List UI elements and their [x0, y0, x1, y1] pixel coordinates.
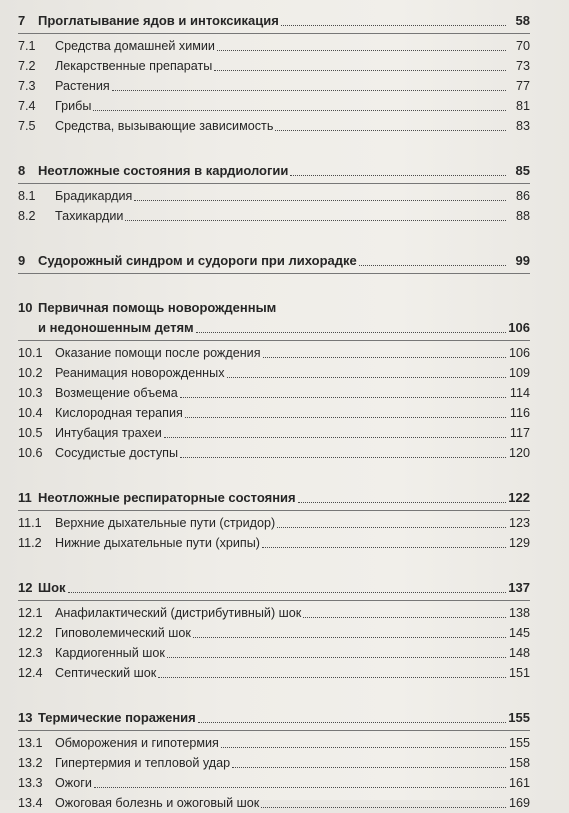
leader-dots — [303, 617, 506, 618]
page-number: 58 — [515, 13, 530, 28]
page-number: 129 — [508, 536, 530, 550]
leader-dots — [125, 220, 506, 221]
section-title: Анафилактический (дистрибутивный) шок — [55, 606, 302, 620]
chapter-8 — [18, 160, 530, 226]
section-number: 12.4 — [18, 666, 43, 680]
toc-entry[interactable] — [18, 56, 530, 76]
chapter-heading[interactable] — [18, 10, 530, 31]
section-title: Ожоговая болезнь и ожоговый шок — [55, 796, 260, 810]
section-number: 8.1 — [18, 189, 36, 203]
page-number: 123 — [508, 516, 530, 530]
toc-entry[interactable] — [18, 643, 530, 663]
leader-dots — [281, 25, 506, 26]
leader-dots — [164, 437, 506, 438]
page-number: 70 — [515, 39, 530, 53]
chapter-heading[interactable] — [18, 487, 530, 508]
leader-dots — [221, 747, 506, 748]
section-title: Возмещение объема — [55, 386, 178, 400]
leader-dots — [277, 527, 506, 528]
page-number: 122 — [508, 490, 530, 505]
toc-entry[interactable] — [18, 96, 530, 116]
toc-entry[interactable] — [18, 363, 530, 383]
section-number: 7.4 — [18, 99, 36, 113]
chapter-title: Первичная помощь новорожденным — [38, 300, 277, 315]
chapter-title: Шок — [38, 580, 66, 595]
toc-entry[interactable] — [18, 36, 530, 56]
section-number: 10.6 — [18, 446, 43, 460]
leader-dots — [158, 677, 506, 678]
section-number: 10.2 — [18, 366, 43, 380]
leader-dots — [227, 377, 507, 378]
chapter-rule — [18, 600, 530, 601]
section-number: 12.1 — [18, 606, 43, 620]
leader-dots — [290, 175, 506, 176]
page-number: 148 — [508, 646, 530, 660]
section-number: 10.5 — [18, 426, 43, 440]
page-number: 137 — [508, 580, 530, 595]
section-number: 7.1 — [18, 39, 36, 53]
leader-dots — [232, 767, 506, 768]
toc-entry[interactable] — [18, 383, 530, 403]
page-number: 85 — [515, 163, 530, 178]
leader-dots — [193, 637, 506, 638]
section-number: 11.1 — [18, 516, 42, 530]
chapter-title: Термические поражения — [38, 710, 196, 725]
leader-dots — [262, 547, 506, 548]
chapter-number: 7 — [18, 13, 26, 28]
leader-dots — [275, 130, 506, 131]
section-title: Обморожения и гипотермия — [55, 736, 219, 750]
section-number: 7.5 — [18, 119, 36, 133]
toc-entry[interactable] — [18, 753, 530, 773]
chapter-number: 10 — [18, 300, 33, 315]
chapter-rule — [18, 33, 530, 34]
section-number: 8.2 — [18, 209, 36, 223]
toc-entry[interactable] — [18, 533, 530, 553]
page-number: 81 — [515, 99, 530, 113]
leader-dots — [68, 592, 506, 593]
section-number: 13.1 — [18, 736, 43, 750]
page-number: 120 — [508, 446, 530, 460]
page-number: 138 — [508, 606, 530, 620]
section-title: Гипертермия и тепловой удар — [55, 756, 231, 770]
section-number: 10.4 — [18, 406, 43, 420]
chapter-heading-line-1 — [18, 298, 530, 317]
page-number: 77 — [515, 79, 530, 93]
leader-dots — [180, 457, 506, 458]
toc-entry[interactable] — [18, 663, 530, 683]
section-number: 13.4 — [18, 796, 43, 810]
section-number: 10.3 — [18, 386, 43, 400]
page-number: 99 — [515, 253, 530, 268]
leader-dots — [214, 70, 506, 71]
chapter-number: 8 — [18, 163, 26, 178]
toc-entry[interactable] — [18, 513, 530, 533]
section-title: Реанимация новорожденных — [55, 366, 225, 380]
section-number: 7.3 — [18, 79, 36, 93]
chapter-number: 9 — [18, 253, 26, 268]
section-title: Септический шок — [55, 666, 157, 680]
leader-dots — [198, 722, 506, 723]
page-number: 169 — [508, 796, 530, 810]
section-number: 10.1 — [18, 346, 43, 360]
chapter-title-continued: и недоношенным детям — [38, 320, 194, 335]
section-title: Интубация трахеи — [55, 426, 162, 440]
page-number: 114 — [509, 386, 530, 400]
leader-dots — [112, 90, 506, 91]
section-number: 12.3 — [18, 646, 43, 660]
page-number: 86 — [515, 189, 530, 203]
toc-entry[interactable] — [18, 206, 530, 226]
toc-entry[interactable] — [18, 403, 530, 423]
toc-entry[interactable] — [18, 186, 530, 206]
chapter-number: 13 — [18, 710, 33, 725]
section-title: Средства, вызывающие зависимость — [55, 119, 274, 133]
page-number: 161 — [508, 776, 530, 790]
section-title: Сосудистые доступы — [55, 446, 179, 460]
chapter-10 — [18, 298, 530, 463]
section-number: 13.3 — [18, 776, 43, 790]
leader-dots — [263, 357, 506, 358]
leader-dots — [359, 265, 506, 266]
chapter-rule — [18, 340, 530, 341]
section-title: Верхние дыхательные пути (стридор) — [55, 516, 276, 530]
toc-entry[interactable] — [18, 793, 530, 813]
toc-entry[interactable] — [18, 76, 530, 96]
chapter-9 — [18, 250, 530, 274]
section-number: 7.2 — [18, 59, 36, 73]
chapter-heading[interactable] — [18, 160, 530, 181]
toc-entry[interactable] — [18, 733, 530, 753]
section-title: Нижние дыхательные пути (хрипы) — [55, 536, 260, 550]
toc-entry[interactable] — [18, 773, 530, 793]
leader-dots — [134, 200, 506, 201]
chapter-rule — [18, 510, 530, 511]
page-number: 151 — [508, 666, 530, 680]
page-number: 83 — [515, 119, 530, 133]
section-title: Брадикардия — [55, 189, 133, 203]
toc-entry[interactable] — [18, 116, 530, 136]
chapter-rule — [18, 273, 530, 274]
table-of-contents — [0, 10, 530, 813]
leader-dots — [93, 110, 506, 111]
page-number: 73 — [515, 59, 530, 73]
leader-dots — [185, 417, 506, 418]
leader-dots — [167, 657, 506, 658]
chapter-heading[interactable] — [18, 317, 530, 338]
page-number: 109 — [508, 366, 530, 380]
page-number: 88 — [515, 209, 530, 223]
chapter-heading[interactable] — [18, 707, 530, 728]
section-title: Грибы — [55, 99, 92, 113]
section-title: Кардиогенный шок — [55, 646, 165, 660]
page-number: 116 — [509, 406, 530, 420]
toc-entry[interactable] — [18, 423, 530, 443]
chapter-11 — [18, 487, 530, 553]
chapter-13 — [18, 707, 530, 813]
toc-entry[interactable] — [18, 603, 530, 623]
section-title: Кислородная терапия — [55, 406, 183, 420]
section-title: Средства домашней химии — [55, 39, 215, 53]
chapter-number: 11 — [18, 490, 32, 505]
toc-entry[interactable] — [18, 623, 530, 643]
page-number: 158 — [508, 756, 530, 770]
section-title: Тахикардии — [55, 209, 124, 223]
page-number: 106 — [508, 320, 530, 335]
chapter-7 — [18, 10, 530, 136]
leader-dots — [261, 807, 506, 808]
section-number: 13.2 — [18, 756, 43, 770]
section-title: Гиповолемический шок — [55, 626, 191, 640]
leader-dots — [217, 50, 506, 51]
section-title: Оказание помощи после рождения — [55, 346, 261, 360]
chapter-rule — [18, 183, 530, 184]
leader-dots — [94, 787, 506, 788]
toc-entry[interactable] — [18, 443, 530, 463]
section-title: Лекарственные препараты — [55, 59, 213, 73]
page-number: 145 — [508, 626, 530, 640]
toc-entry[interactable] — [18, 343, 530, 363]
section-number: 12.2 — [18, 626, 43, 640]
leader-dots — [298, 502, 506, 503]
chapter-number: 12 — [18, 580, 33, 595]
leader-dots — [196, 332, 506, 333]
chapter-rule — [18, 730, 530, 731]
chapter-title: Проглатывание ядов и интоксикация — [38, 13, 279, 28]
section-title: Ожоги — [55, 776, 92, 790]
leader-dots — [180, 397, 506, 398]
chapter-heading[interactable] — [18, 250, 530, 271]
chapter-12 — [18, 577, 530, 683]
page-number: 106 — [508, 346, 530, 360]
page-number: 155 — [508, 710, 530, 725]
section-title: Растения — [55, 79, 110, 93]
chapter-title: Неотложные состояния в кардиологии — [38, 163, 289, 178]
section-number: 11.2 — [18, 536, 42, 550]
page-number: 155 — [508, 736, 530, 750]
chapter-title: Неотложные респираторные состояния — [38, 490, 296, 505]
page-number: 117 — [509, 426, 530, 440]
chapter-title: Судорожный синдром и судороги при лихорадке — [38, 253, 357, 268]
chapter-heading[interactable] — [18, 577, 530, 598]
